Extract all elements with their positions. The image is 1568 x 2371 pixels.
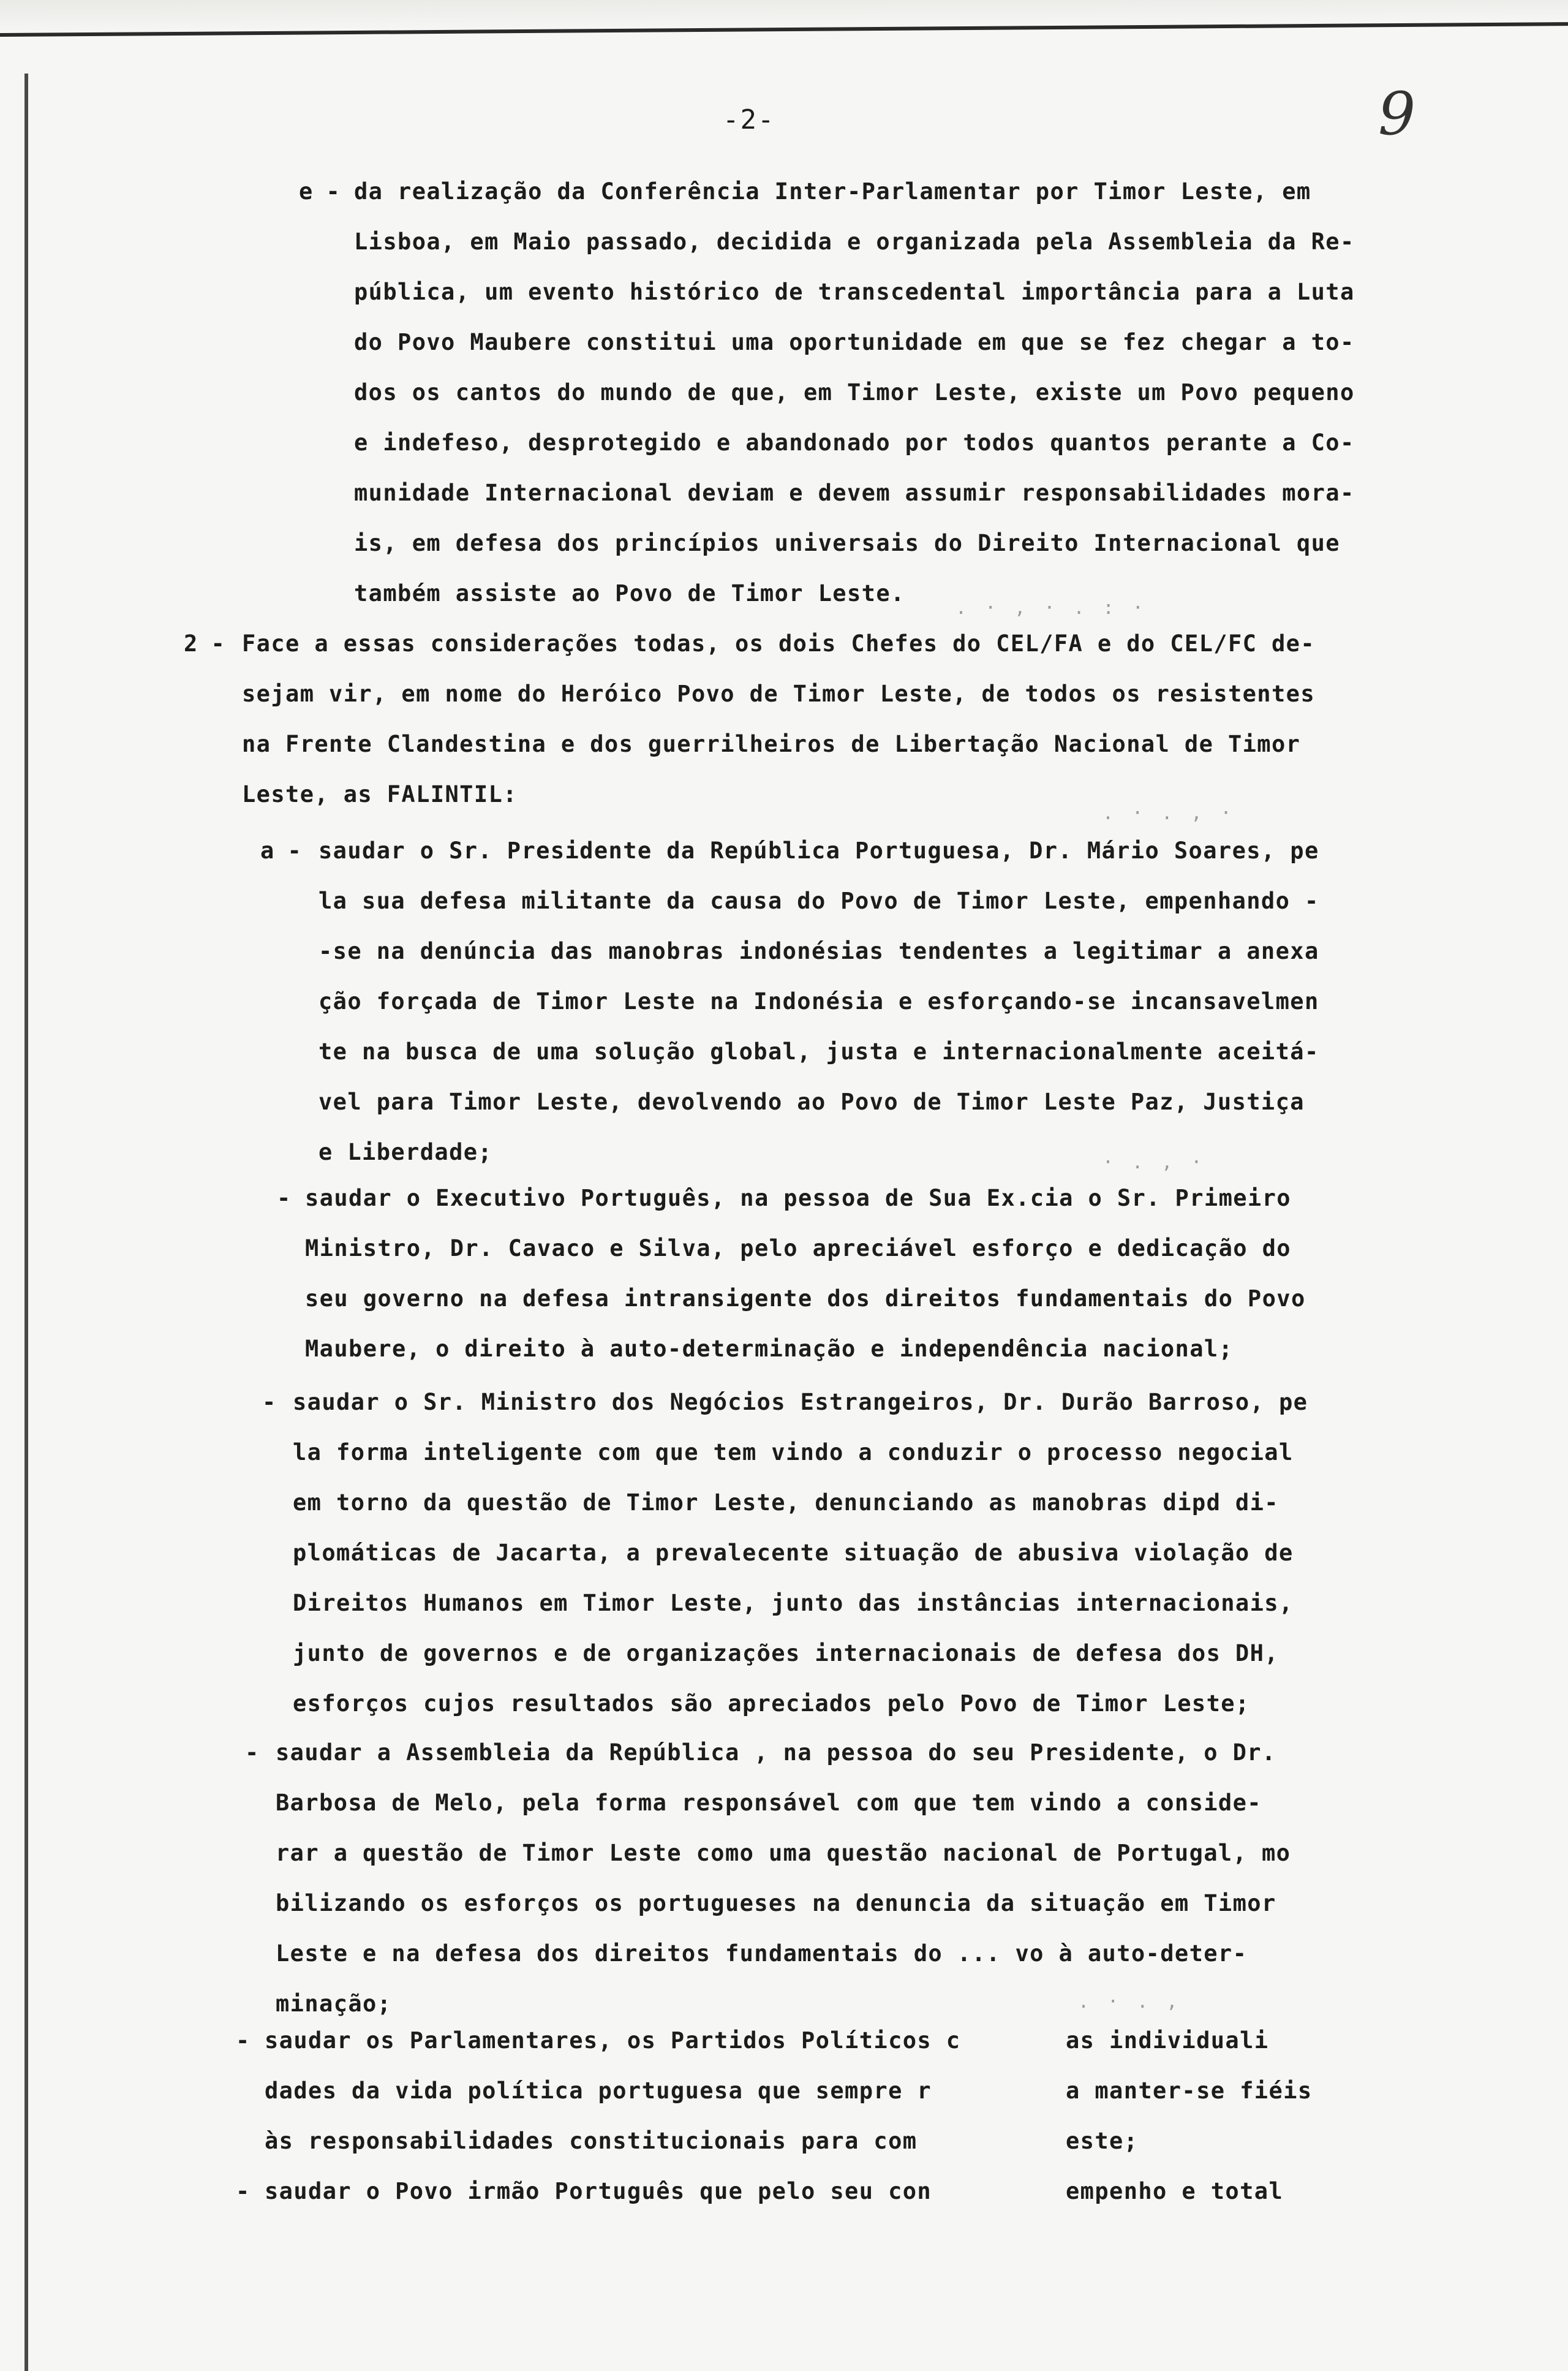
- text-line: bilizando os esforços os portugueses na denuncia da situação em Timor: [276, 1890, 1276, 1916]
- text-line: esforços cujos resultados são apreciados pelo Povo de Timor Leste;: [293, 1690, 1250, 1717]
- text-line: -se na denúncia das manobras indonésias tendentes a legitimar a anexa: [318, 938, 1319, 964]
- text-line: rar a questão de Timor Leste como uma questão nacional de Portugal, mo: [276, 1840, 1291, 1866]
- text-line: Face a essas considerações todas, os dois Chefes do CEL/FA e do CEL/FC de-: [242, 630, 1316, 657]
- text-line: e Liberdade;: [318, 1139, 493, 1165]
- text-line: Direitos Humanos em Timor Leste, junto das instâncias internacionais,: [293, 1590, 1294, 1616]
- sub-item-a-paragraph: [318, 826, 1319, 1178]
- text-line: Leste, as FALINTIL:: [242, 781, 518, 807]
- text-line: saudar a Assembleia da República , na pessoa do seu Presidente, o Dr.: [276, 1739, 1276, 1766]
- text-line: às responsabilidades constitucionais para com: [265, 2128, 918, 2154]
- page-left-edge: [24, 74, 28, 2371]
- text-line: la sua defesa militante da causa do Povo de Timor Leste, empenhando -: [318, 888, 1319, 914]
- sub-item-e-right: [1066, 2016, 1313, 2166]
- text-line: te na busca de uma solução global, justa e internacionalmente aceitá-: [318, 1038, 1319, 1065]
- sub-item-e-left: [265, 2016, 960, 2166]
- text-line: saudar o Sr. Presidente da República Portuguesa, Dr. Mário Soares, pe: [318, 838, 1319, 864]
- sub-item-b-marker: -: [277, 1185, 291, 1211]
- text-line: do Povo Maubere constitui uma oportunidade em que se fez chegar a to-: [354, 329, 1355, 355]
- text-line: junto de governos e de organizações internacionais de defesa dos DH,: [293, 1640, 1279, 1666]
- sub-item-c-marker: -: [262, 1389, 276, 1415]
- sub-item-f-left: [265, 2166, 932, 2217]
- scan-noise: · . , ·: [1102, 1152, 1206, 1173]
- text-line: minação;: [276, 1991, 392, 2017]
- text-line: e indefeso, desprotegido e abandonado por todos quantos perante a Co-: [354, 429, 1355, 456]
- text-line: vel para Timor Leste, devolvendo ao Povo de Timor Leste Paz, Justiça: [318, 1089, 1305, 1115]
- text-line: saudar o Povo irmão Português que pelo seu con: [265, 2178, 932, 2204]
- text-line: Leste e na defesa dos direitos fundamentais do ... vo à auto-deter-: [276, 1940, 1248, 1967]
- text-line: da realização da Conferência Inter-Parlamentar por Timor Leste, em: [354, 178, 1311, 205]
- text-line: na Frente Clandestina e dos guerrilheiros de Libertação Nacional de Timor: [242, 731, 1301, 757]
- text-line: Lisboa, em Maio passado, decidida e organizada pela Assembleia da Re-: [354, 229, 1355, 255]
- sub-item-e-marker: -: [236, 2027, 250, 2054]
- sub-item-f-marker: -: [236, 2178, 250, 2204]
- scan-noise: . · . ,: [1078, 1991, 1182, 2013]
- scan-noise: . · , · . : ·: [956, 597, 1147, 619]
- page-number: -2-: [723, 104, 775, 135]
- text-line: saudar os Parlamentares, os Partidos Políticos c: [265, 2027, 961, 2054]
- text-line: dades da vida política portuguesa que sempre r: [265, 2078, 932, 2104]
- page-top-edge: [0, 0, 1568, 37]
- text-line: dos os cantos do mundo de que, em Timor Leste, existe um Povo pequeno: [354, 379, 1355, 406]
- text-line: ção forçada de Timor Leste na Indonésia e esforçando-se incansavelmen: [318, 988, 1319, 1015]
- text-line: sejam vir, em nome do Heróico Povo de Timor Leste, de todos os resistentes: [242, 681, 1316, 707]
- text-line: munidade Internacional deviam e devem assumir responsabilidades mora-: [354, 480, 1355, 506]
- text-line: Ministro, Dr. Cavaco e Silva, pelo apreciável esforço e dedicação do: [305, 1235, 1291, 1261]
- sub-item-c-paragraph: [293, 1377, 1308, 1729]
- text-line: as individuali: [1066, 2027, 1269, 2054]
- text-line: Barbosa de Melo, pela forma responsável com que tem vindo a conside-: [276, 1790, 1262, 1816]
- text-line: saudar o Sr. Ministro dos Negócios Estrangeiros, Dr. Durão Barroso, pe: [293, 1389, 1308, 1415]
- sub-item-b-paragraph: [305, 1173, 1306, 1374]
- text-line: em torno da questão de Timor Leste, denunciando as manobras dipd di-: [293, 1489, 1279, 1516]
- sub-item-d-marker: -: [245, 1739, 259, 1766]
- item-2-marker: 2 -: [184, 630, 225, 657]
- text-line: seu governo na defesa intransigente dos direitos fundamentais do Povo: [305, 1285, 1306, 1312]
- text-line: também assiste ao Povo de Timor Leste.: [354, 580, 905, 607]
- text-line: is, em defesa dos princípios universais do Direito Internacional que: [354, 530, 1340, 556]
- sub-item-f-right: [1066, 2166, 1283, 2217]
- text-line: empenho e total: [1066, 2178, 1284, 2204]
- handwritten-page-number: 9: [1378, 80, 1416, 148]
- item-e-marker: e -: [299, 178, 340, 205]
- sub-item-d-paragraph: [276, 1728, 1291, 2029]
- text-line: este;: [1066, 2128, 1139, 2154]
- scan-noise: . · . , ·: [1102, 803, 1235, 824]
- text-line: a manter-se fiéis: [1066, 2078, 1313, 2104]
- item-e-paragraph: [354, 167, 1355, 619]
- item-2-paragraph: [242, 619, 1315, 820]
- text-line: plomáticas de Jacarta, a prevalecente situação de abusiva violação de: [293, 1540, 1294, 1566]
- text-line: la forma inteligente com que tem vindo a conduzir o processo negocial: [293, 1439, 1294, 1465]
- text-line: saudar o Executivo Português, na pessoa de Sua Ex.cia o Sr. Primeiro: [305, 1185, 1291, 1211]
- text-line: pública, um evento histórico de transcedental importância para a Luta: [354, 279, 1355, 305]
- sub-item-a-marker: a -: [260, 838, 301, 864]
- text-line: Maubere, o direito à auto-determinação e independência nacional;: [305, 1336, 1234, 1362]
